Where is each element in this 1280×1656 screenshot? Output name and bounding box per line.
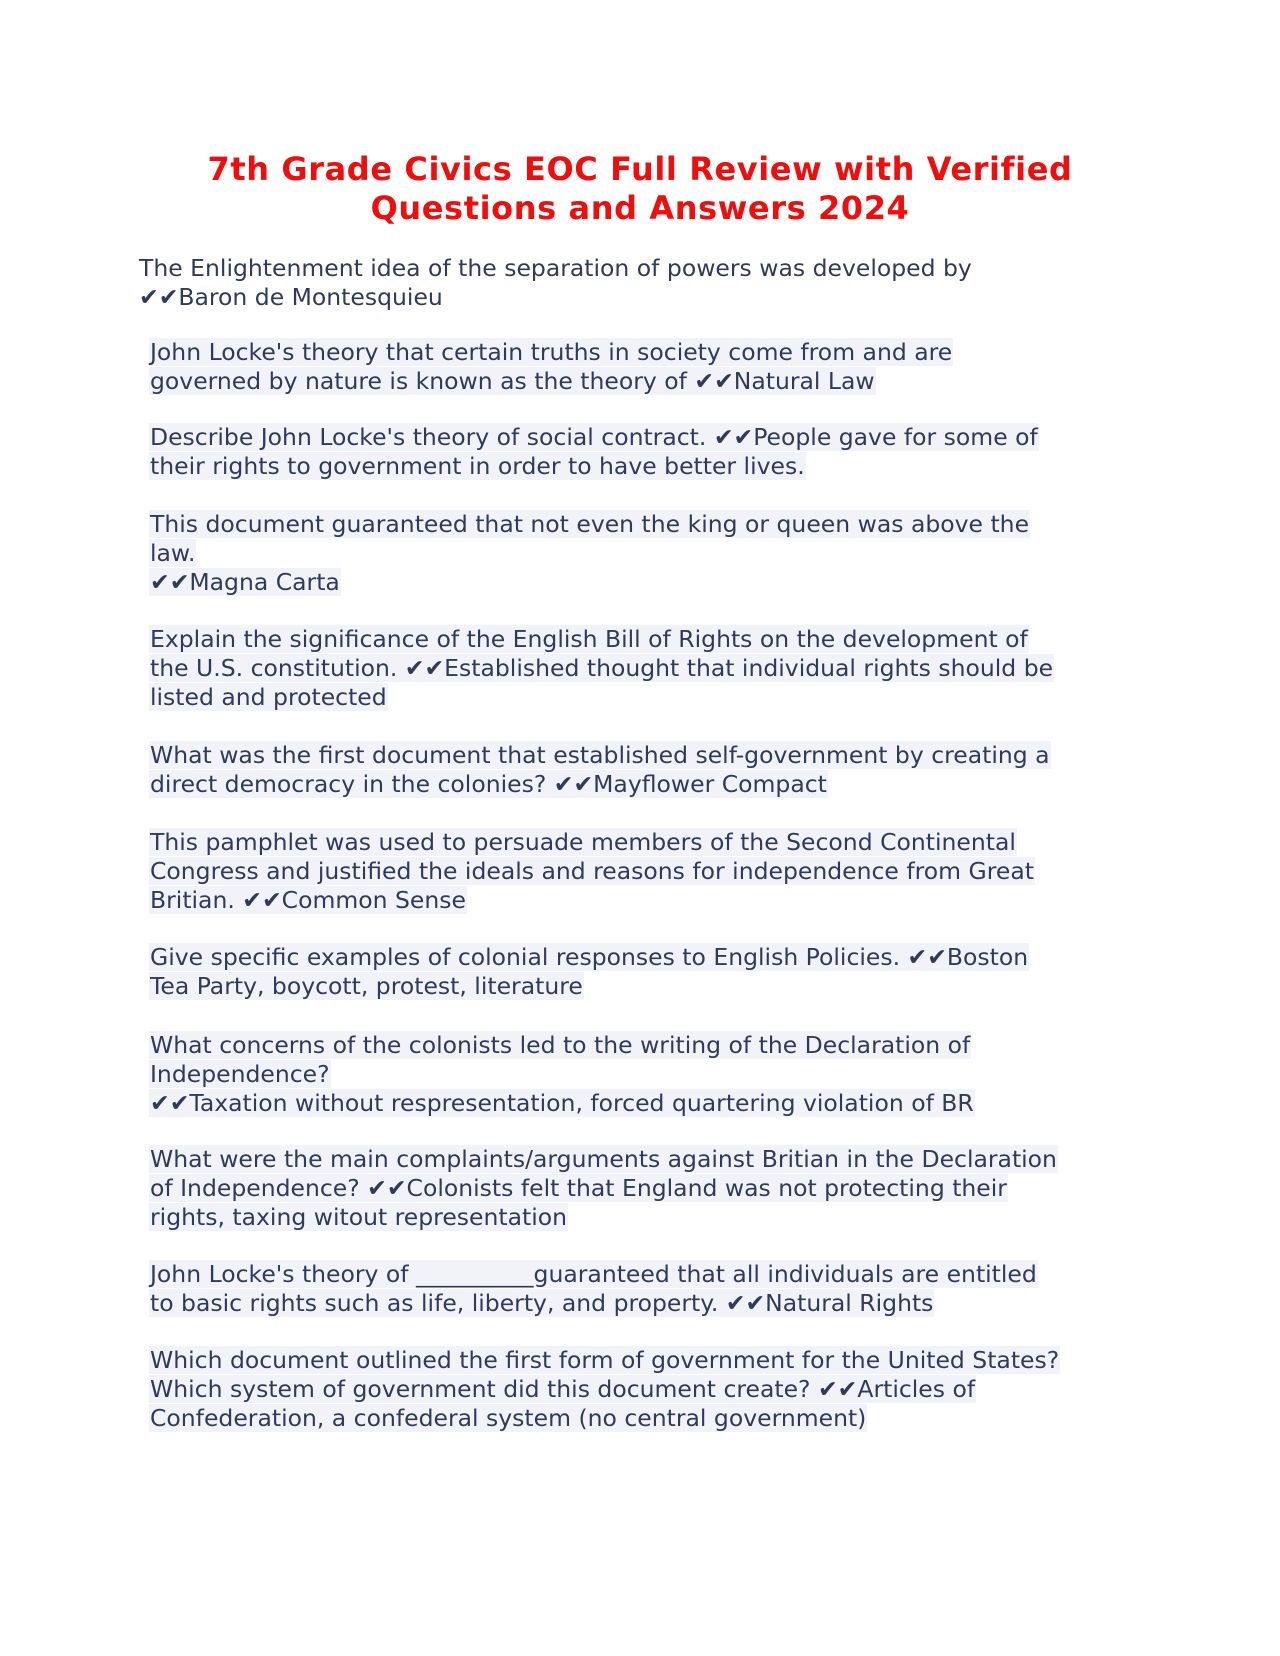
qa-line: Independence?	[150, 1060, 330, 1088]
qa-line: Tea Party, boycott, protest, literature	[150, 972, 583, 1000]
qa-line: ✔✔Magna Carta	[150, 568, 340, 596]
qa-line: This document guaranteed that not even the king or queen was above the	[150, 510, 1030, 538]
qa-line: listed and protected	[150, 683, 387, 711]
qa-line: their rights to government in order to have better lives.	[150, 452, 805, 480]
qa-item	[149, 741, 1051, 799]
document-title	[150, 150, 1130, 228]
qa-line: John Locke's theory of __________guaranteed that all individuals are entitled	[150, 1260, 1037, 1288]
title-line: Questions and Answers 2024	[370, 189, 910, 227]
qa-line: What concerns of the colonists led to the writing of the Declaration of	[150, 1031, 971, 1059]
qa-line: John Locke's theory that certain truths in society come from and are	[150, 338, 953, 366]
qa-line: the U.S. constitution. ✔✔Established thought that individual rights should be	[150, 654, 1054, 682]
qa-line: of Independence? ✔✔Colonists felt that England was not protecting their	[150, 1174, 1007, 1202]
qa-item	[149, 510, 1030, 597]
qa-line: This pamphlet was used to persuade members of the Second Continental	[150, 828, 1016, 856]
qa-item	[149, 1346, 1060, 1433]
qa-item	[149, 1145, 1058, 1232]
qa-line: Which document outlined the first form of government for the United States?	[150, 1346, 1060, 1374]
qa-line: ✔✔Baron de Montesquieu	[139, 283, 443, 311]
qa-line: Confederation, a confederal system (no central government)	[150, 1404, 867, 1432]
qa-item	[149, 423, 1039, 481]
qa-line: rights, taxing witout representation	[150, 1203, 567, 1231]
qa-item	[138, 254, 973, 312]
qa-line: Give specific examples of colonial responses to English Policies. ✔✔Boston	[150, 943, 1029, 971]
qa-line: Explain the significance of the English Bill of Rights on the development of	[150, 625, 1028, 653]
qa-line: governed by nature is known as the theory of ✔✔Natural Law	[150, 367, 875, 395]
qa-item	[149, 943, 1029, 1001]
qa-line: Britian. ✔✔Common Sense	[150, 886, 466, 914]
qa-line: to basic rights such as life, liberty, and property. ✔✔Natural Rights	[150, 1289, 934, 1317]
qa-line: ✔✔Taxation without respresentation, forced quartering violation of BR	[150, 1089, 974, 1117]
qa-line: What were the main complaints/arguments against Britian in the Declaration	[150, 1145, 1057, 1173]
title-line: 7th Grade Civics EOC Full Review with Verified	[207, 150, 1073, 188]
qa-line: Describe John Locke's theory of social contract. ✔✔People gave for some of	[150, 423, 1038, 451]
qa-line: Which system of government did this document create? ✔✔Articles of	[150, 1375, 976, 1403]
qa-line: Congress and justified the ideals and reasons for independence from Great	[150, 857, 1034, 885]
qa-line: The Enlightenment idea of the separation of powers was developed by	[139, 254, 972, 282]
qa-item	[149, 1031, 975, 1118]
qa-line: What was the first document that established self-government by creating a	[150, 741, 1050, 769]
qa-line: law.	[150, 539, 196, 567]
qa-item	[149, 338, 953, 396]
qa-item	[149, 828, 1035, 915]
qa-item	[149, 625, 1054, 712]
qa-item	[149, 1260, 1038, 1318]
qa-line: direct democracy in the colonies? ✔✔Mayflower Compact	[150, 770, 827, 798]
